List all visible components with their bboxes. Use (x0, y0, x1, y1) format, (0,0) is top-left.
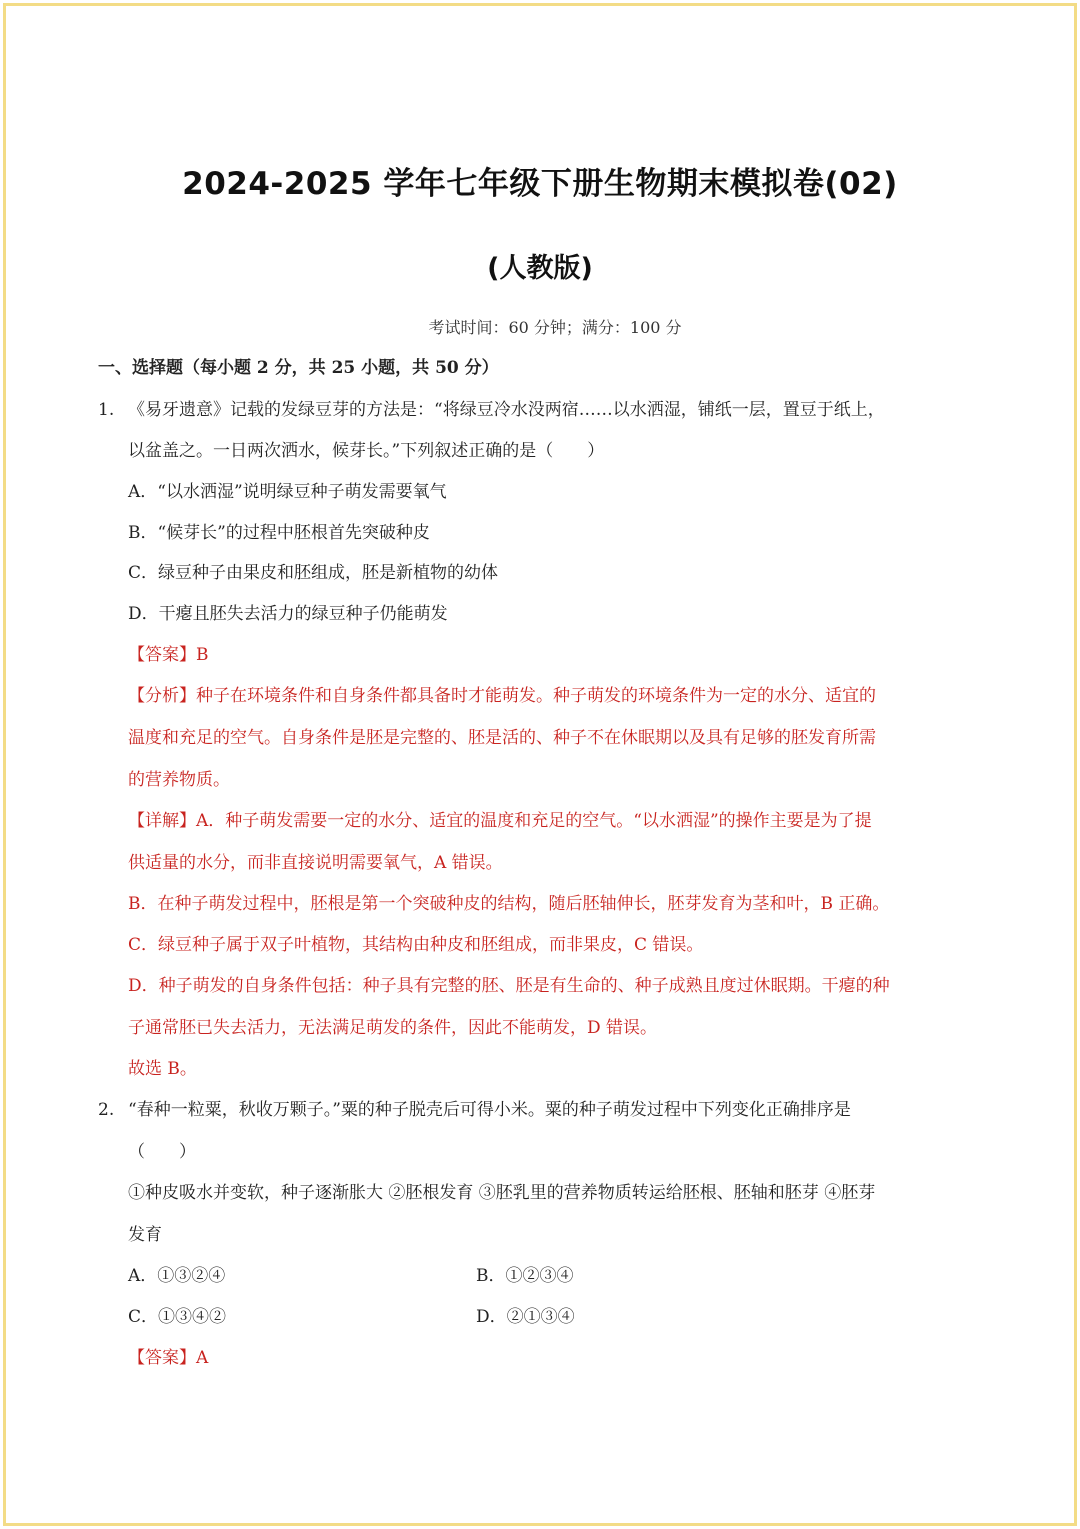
question-1-analysis-line-1: 【分析】种子在环境条件和自身条件都具备时才能萌发。种子萌发的环境条件为一定的水分、适宜的 (128, 686, 876, 706)
question-1-answer: 【答案】B (128, 645, 209, 665)
question-2-steps-line-2: 发育 (128, 1225, 162, 1245)
question-2-option-b: B．①②③④ (476, 1266, 574, 1286)
question-1-number: 1. (98, 400, 115, 420)
question-1-stem-line-2: 以盆盖之。一日两次洒水，候芽长。”下列叙述正确的是（ ） (128, 441, 605, 461)
question-1-detail-d-line-1: D．种子萌发的自身条件包括：种子具有完整的胚、胚是有生命的、种子成熟且度过休眠期。干瘪的种 (128, 976, 890, 996)
question-1-analysis-line-2: 温度和充足的空气。自身条件是胚是完整的、胚是活的、种子不在休眠期以及具有足够的胚发育所需 (128, 728, 876, 748)
question-2-number: 2. (98, 1100, 115, 1120)
question-2-answer: 【答案】A (128, 1348, 209, 1368)
question-1-stem-line-1: 《易牙遗意》记载的发绿豆芽的方法是：“将绿豆冷水没两宿……以水洒湿，铺纸一层，置豆于纸上， (128, 400, 885, 420)
question-1-option-c: C．绿豆种子由果皮和胚组成，胚是新植物的幼体 (128, 563, 499, 583)
question-1-detail-line-1: 【详解】A．种子萌发需要一定的水分、适宜的温度和充足的空气。“以水洒湿”的操作主要是为了提 (128, 811, 872, 831)
question-2-option-c: C．①③④② (128, 1307, 227, 1327)
exam-info: 考试时间：60 分钟；满分：100 分 (428, 318, 682, 337)
document-title: 2024-2025 学年七年级下册生物期末模拟卷(02) (182, 166, 898, 202)
question-1-detail-c: C．绿豆种子属于双子叶植物，其结构由种皮和胚组成，而非果皮，C 错误。 (128, 935, 704, 955)
question-1-option-d: D．干瘪且胚失去活力的绿豆种子仍能萌发 (128, 604, 448, 624)
question-2-stem-line-1: “春种一粒粟，秋收万颗子。”粟的种子脱壳后可得小米。粟的种子萌发过程中下列变化正确排序是 (128, 1100, 851, 1120)
document-subtitle: (人教版) (487, 253, 593, 284)
question-1-conclusion: 故选 B。 (128, 1059, 197, 1079)
question-1-detail-d-line-2: 子通常胚已失去活力，无法满足萌发的条件，因此不能萌发，D 错误。 (128, 1018, 658, 1038)
question-1-option-b: B．“候芽长”的过程中胚根首先突破种皮 (128, 523, 430, 543)
section-title: 一、选择题（每小题 2 分，共 25 小题，共 50 分） (98, 358, 499, 378)
question-2-option-a: A．①③②④ (128, 1266, 226, 1286)
question-2-option-d: D．②①③④ (476, 1307, 575, 1327)
page-border (3, 3, 1077, 1526)
question-2-stem-line-2: （ ） (128, 1142, 196, 1162)
question-1-analysis-line-3: 的营养物质。 (128, 770, 230, 790)
question-2-steps-line-1: ①种皮吸水并变软，种子逐渐胀大 ②胚根发育 ③胚乳里的营养物质转运给胚根、胚轴和胚芽 ④胚芽 (128, 1183, 876, 1203)
question-1-detail-line-2: 供适量的水分，而非直接说明需要氧气，A 错误。 (128, 853, 503, 873)
question-1-detail-b: B．在种子萌发过程中，胚根是第一个突破种皮的结构，随后胚轴伸长，胚芽发育为茎和叶，B 正确。 (128, 894, 890, 914)
question-1-option-a: A．“以水洒湿”说明绿豆种子萌发需要氧气 (128, 482, 447, 502)
